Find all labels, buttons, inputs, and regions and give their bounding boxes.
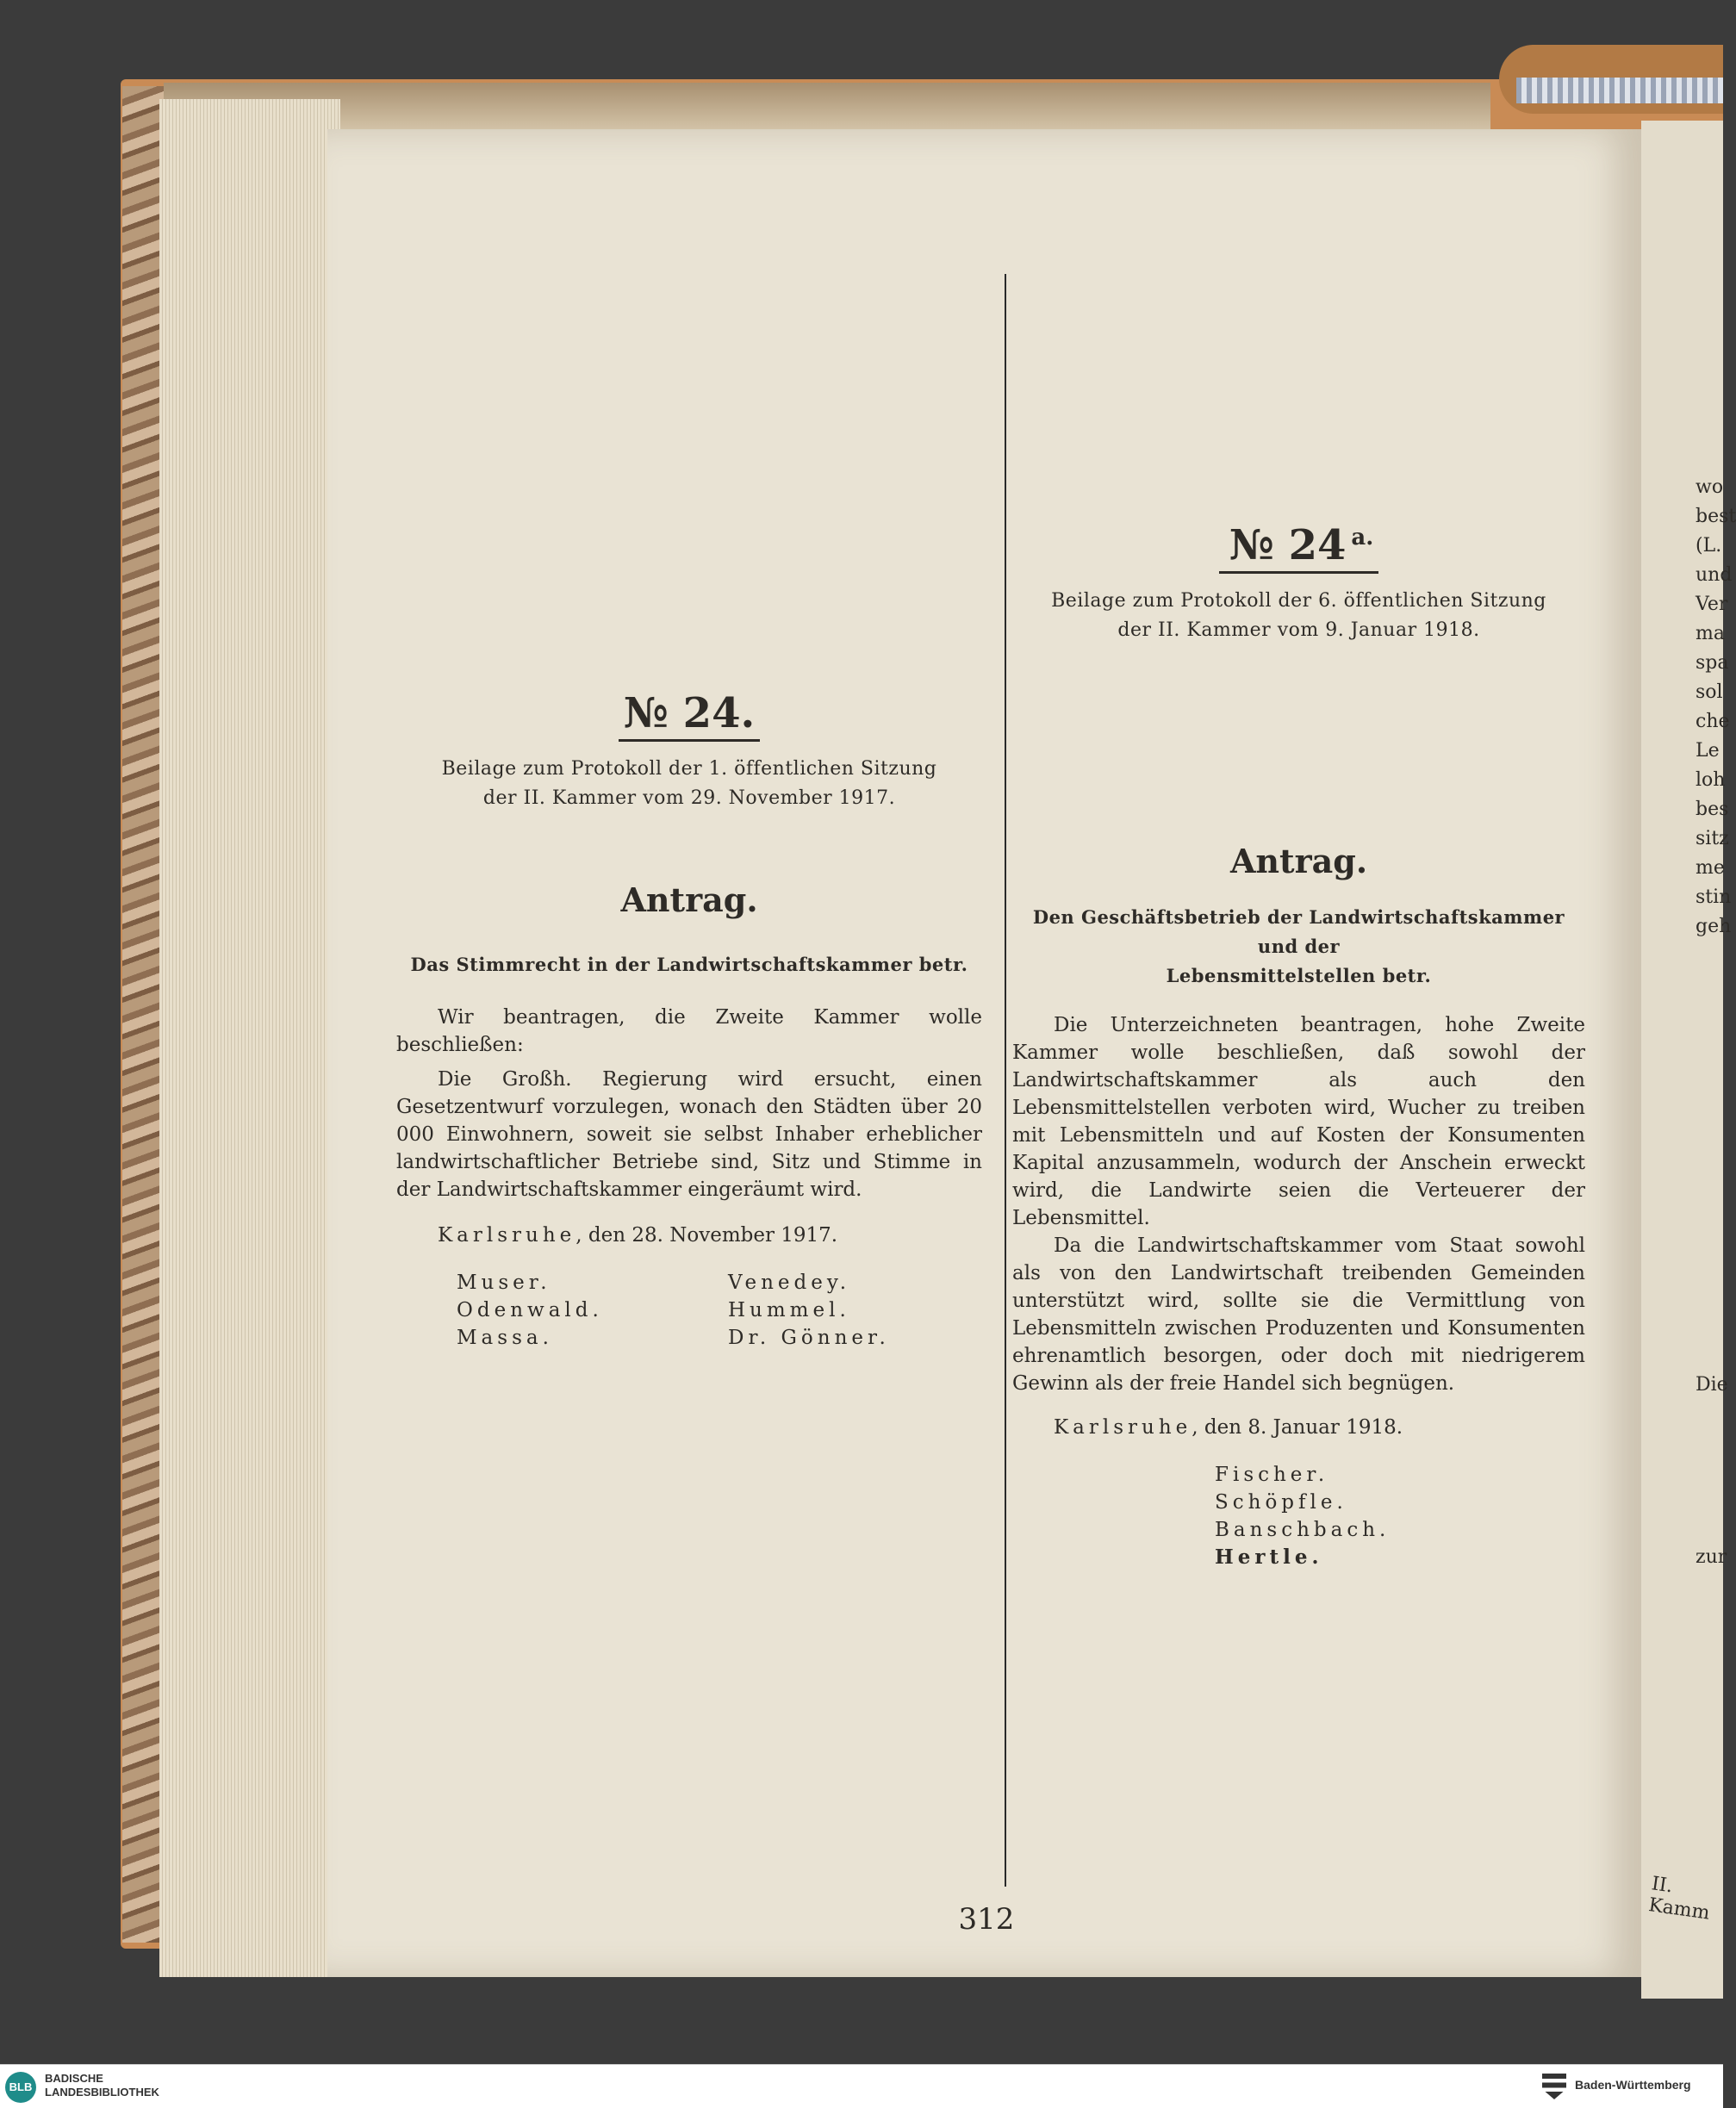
place-date: Karlsruhe, den 28. November 1917. bbox=[438, 1224, 838, 1247]
left-column bbox=[396, 689, 982, 1352]
next-page-fragment: loh bbox=[1696, 769, 1726, 791]
next-page-fragment: best bbox=[1696, 506, 1736, 527]
page-number: 312 bbox=[958, 1902, 1015, 1937]
state-label[interactable]: Baden-Württemberg bbox=[1575, 2078, 1691, 2092]
document-number: № 24. bbox=[396, 689, 982, 737]
right-column bbox=[1012, 521, 1585, 1571]
motion-text: Die Großh. Regierung wird ersucht, einen Gesetzentwurf vorzulegen, wonach den Städten über 20 000 Einwohnern, soweit sie selbst Inhaber erheblicher landwirtschaftlicher Betriebe sind, Sitz und Stimme in der Landwirtschaftskammer eingeräumt wird. bbox=[396, 1068, 982, 1201]
book-head-edge bbox=[164, 83, 1490, 134]
next-page-fragment: (L. bbox=[1696, 535, 1722, 557]
signature: Massa. bbox=[457, 1327, 553, 1349]
next-page-fragment: me bbox=[1696, 857, 1725, 879]
motion-rationale: Da die Landwirtschaftskammer vom Staat sowohl als von den Landwirtschaft treibenden Gemeinden unterstützt wird, sollte sie die Vermittlung von Lebensmitteln zwischen Produzenten und Konsumenten ehrenamtlich besorgen, oder doch mit niedrigerem Gewinn als der freie Handel sich begnügen. bbox=[1012, 1234, 1585, 1395]
document-number: № 24 $^{a.}$ bbox=[1012, 521, 1585, 569]
place-date: Karlsruhe, den 8. Januar 1918. bbox=[1054, 1416, 1403, 1439]
motion-heading: Antrag. bbox=[1229, 842, 1368, 880]
motion-topic-line-1: Den Geschäftsbetrieb der Landwirtschaftskammer und der bbox=[1032, 906, 1565, 957]
next-page-fragment: und bbox=[1696, 564, 1733, 586]
next-page-fragment: Ver bbox=[1696, 594, 1728, 615]
motion-intro: Wir beantragen, die Zweite Kammer wolle beschließen: bbox=[396, 1006, 982, 1056]
page-stack bbox=[159, 99, 340, 1977]
next-page-fragment: sitz bbox=[1696, 828, 1729, 849]
motion-text: Die Unterzeichneten beantragen, hohe Zweite Kammer wolle beschließen, daß sowohl der Landwirtschaftskammer als auch den Lebensmittelstellen verboten wird, Wucher zu treiben mit Lebensmitteln und auf Kosten der Konsumenten Kapital anzusammeln, wodurch der Anschein erweckt wird, die Landwirte seien die Verteuerer der Lebensmittel. bbox=[1012, 1014, 1585, 1229]
next-page-fragment: zur bbox=[1696, 1546, 1727, 1568]
next-page-fragment: ma bbox=[1696, 623, 1725, 644]
next-page-fragment: bes bbox=[1696, 799, 1729, 820]
signature-block bbox=[1012, 1461, 1585, 1571]
motion-topic-line-2: Lebensmittelstellen betr. bbox=[1166, 965, 1432, 986]
signature: Muser. bbox=[457, 1272, 551, 1294]
motion-heading: Antrag. bbox=[620, 880, 758, 919]
next-page-fragment: sol bbox=[1696, 681, 1723, 703]
signature: Fischer. bbox=[1215, 1464, 1329, 1486]
supplement-line-2: der II. Kammer vom 29. November 1917. bbox=[482, 787, 896, 809]
next-page-fragment: Die bbox=[1696, 1374, 1728, 1396]
signature: Hertle. bbox=[1215, 1545, 1323, 1569]
signature: Dr. Gönner. bbox=[728, 1327, 890, 1349]
supplement-line-1: Beilage zum Protokoll der 1. öffentlichen Sitzung bbox=[441, 758, 937, 780]
next-page-fragment: II. Kamm bbox=[1646, 1873, 1712, 1925]
signature-block bbox=[396, 1269, 982, 1352]
blb-logo-icon[interactable]: BLB bbox=[5, 2072, 36, 2103]
supplement-line-2: der II. Kammer vom 9. Januar 1918. bbox=[1117, 619, 1480, 641]
next-page-fragment: geh bbox=[1696, 916, 1732, 937]
footer-bar bbox=[0, 2064, 1723, 2108]
supplement-line-1: Beilage zum Protokoll der 6. öffentlichen Sitzung bbox=[1051, 590, 1546, 612]
next-page-fragment: stin bbox=[1696, 886, 1732, 908]
next-page-fragment: che bbox=[1696, 711, 1730, 732]
facing-page-edge bbox=[1641, 121, 1726, 1999]
state-crest-icon bbox=[1542, 2074, 1566, 2099]
column-divider bbox=[1005, 274, 1006, 1887]
signature: Schöpfle. bbox=[1215, 1491, 1347, 1514]
motion-topic: Das Stimmrecht in der Landwirtschaftskammer betr. bbox=[410, 954, 968, 975]
next-page-fragment: Le bbox=[1696, 740, 1720, 762]
next-page-fragment: spa bbox=[1696, 652, 1729, 674]
signature: Banschbach. bbox=[1215, 1519, 1391, 1541]
bookmark-band bbox=[1516, 78, 1723, 103]
next-page-fragment: wo bbox=[1696, 476, 1724, 498]
signature: Venedey. bbox=[728, 1272, 851, 1294]
signature: Odenwald. bbox=[457, 1299, 603, 1321]
library-name[interactable]: BADISCHE LANDESBIBLIOTHEK bbox=[45, 2072, 159, 2099]
signature: Hummel. bbox=[728, 1299, 850, 1321]
